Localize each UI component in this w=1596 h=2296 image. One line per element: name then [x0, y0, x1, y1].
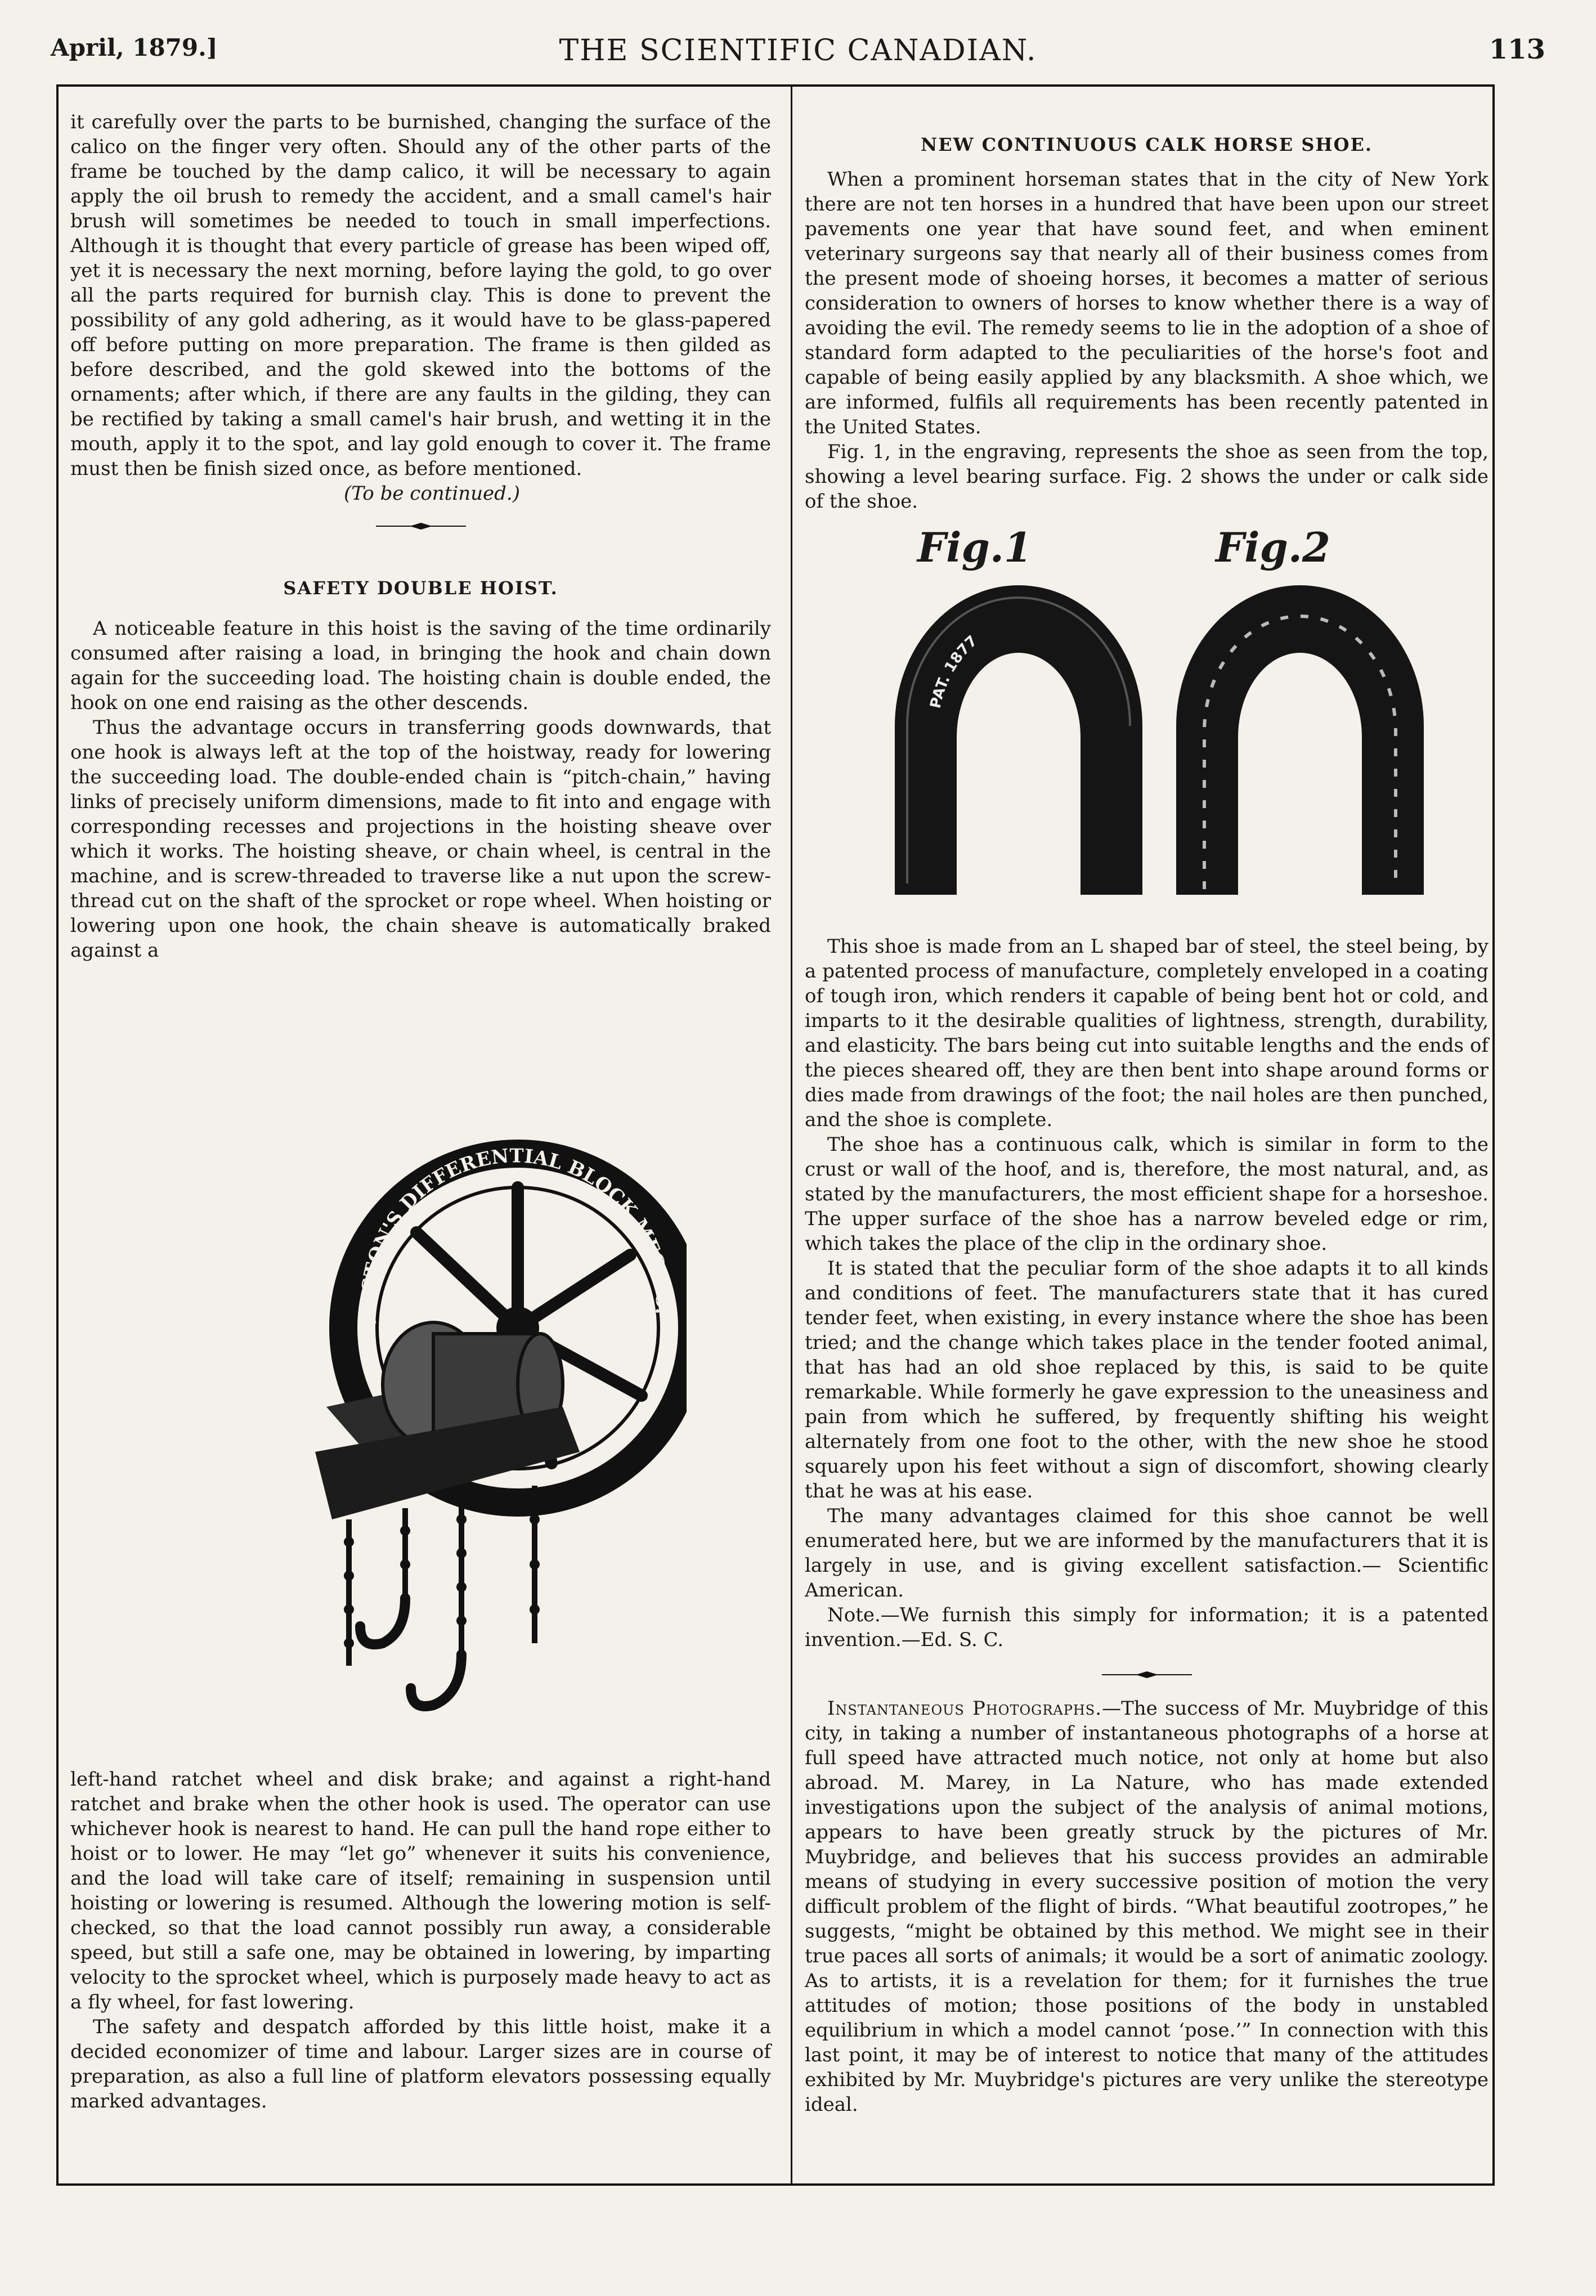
hoist-paragraph-2: Thus the advantage occurs in transferring goods downwards, that one hook is always left at the top of the hoistway, ready for lowering the succeeding load. The double-ended chain is “pitch-chain,” having links of precisely uniform dimensions, made to fit into and engage with corresponding recesses and projections in the hoisting sheave over which it works. The hoisting sheave, or chain wheel, is central in the machine, and is screw-threaded to traverse like a nut upon the screw-thread cut on the shaft of the sprocket or rope wheel. When hoisting or lowering upon one hook, the chain sheave is automatically braked against a: [70, 716, 771, 962]
top-rule: [56, 84, 1495, 87]
shoe-stamp: PAT. 1877: [927, 632, 981, 710]
photographs-lead: Instantaneous Photographs.: [827, 1697, 1102, 1720]
gilding-article-continuation: it carefully over the parts to be burnished, changing the surface of the calico on the finger very often. Should any of the other parts of the frame be touched by the damp calico, it will be necessary to again apply the oil brush to remedy the accident, and a small camel's hair brush will sometimes be needed to touch in small imperfections. Although it is thought that every particle of grease has been wiped off, yet it is necessary the next morning, before laying the gold, to go over all the parts required for burnish clay. This is done to prevent the possibility of any gold adhering, as it would have to be glass-papered off before putting on more preparation. The frame is then gilded as before described, and the gold skewed into the bottoms of the ornaments; after which, if there are any faults in the gilding, they can be rectified by taking a small camel's hair brush, and wetting it in the mouth, apply it to the spot, and lay gold enough to cover it. The frame must then be finish sized once, as before mentioned.: [70, 111, 771, 480]
left-column-bottom: [70, 1767, 771, 2114]
hoist-paragraph-4: The safety and despatch afforded by this little hoist, make it a decided economizer of time and labour. Larger sizes are in course of preparation, as also a full line of platform elevators possessing equally marked advantages.: [70, 2016, 771, 2113]
editor-note: Note.—We furnish this simply for information; it is a patented invention.—Ed. S. C.: [805, 1604, 1489, 1651]
horseshoe-paragraph-4: The shoe has a continuous calk, which is similar in form to the crust or wall of the hoof, and is, therefore, the most natural, and, as stated by the manufacturers, the most efficient shape for a horseshoe. The upper surface of the shoe has a narrow beveled edge or rim, which takes the place of the clip in the ordinary shoe.: [805, 1133, 1489, 1255]
right-column-top: [805, 132, 1489, 514]
horseshoe-paragraph-5: It is stated that the peculiar form of the shoe adapts it to all kinds and conditions of feet. The manufacturers state that it has cured tender feet, when existing, in every instance where the shoe has been tried; and the change which takes place in the tender footed animal, that has had an old shoe replaced by this, is said to be quite remarkable. While formerly he gave expression to the uneasiness and pain from which he suffered, by frequently shifting his weight alternately from one foot to the other, with the new shoe he stood squarely upon his feet without a sign of discomfort, showing clearly that he was at his ease.: [805, 1257, 1489, 1503]
left-rule: [56, 84, 59, 2186]
fig2-label: Fig.2: [1216, 523, 1330, 571]
page-header: [51, 34, 1545, 79]
left-column-top: [70, 110, 771, 963]
fig1-label: Fig.1: [917, 523, 1032, 571]
to-be-continued: (To be continued.): [344, 482, 520, 505]
column-divider: [791, 84, 792, 2186]
right-rule: [1492, 84, 1495, 2186]
photographs-text: —The success of Mr. Muybridge of this city, in taking a number of instantaneous photographs of a horse at full speed have attracted much notice, not only at home but also abroad. M. Marey, in La Nature, who has made extended investigations upon the subject of the analysis of animal motions, appears to have been greatly struck by the pictures of Mr. Muybridge, and believes that his success provides an admirable means of studying in every successive position of motion the very difficult problem of the flight of birds. “What beautiful zootropes,” he suggests, “might be obtained by this method. We might see in their true paces all sorts of animals; it would be a sort of animatic zoology. As to artists, it is a revelation for them; for it furnishes the true attitudes of motion; those positions of the body in unstabled equilibrium in which a model cannot ‘pose.’” In connection with this last point, it may be of interest to notice that many of the attitudes exhibited by Mr. Muybridge's pictures are very unlike the stereotype ideal.: [805, 1697, 1489, 2116]
photographs-paragraph: [805, 1696, 1489, 2117]
horseshoe-paragraph-2: Fig. 1, in the engraving, represents the shoe as seen from the top, showing a level bearing surface. Fig. 2 shows the under or calk side of the shoe.: [805, 441, 1489, 513]
horseshoe-paragraph-3: This shoe is made from an L shaped bar of steel, the steel being, by a patented process of manufacture, completely enveloped in a coating of tough iron, which renders it capable of being bent hot or cold, and imparts to it the desirable qualities of lightness, strength, durability, and elasticity. The bars being cut into suitable lengths and the ends of the pieces sheared off, they are then bent into shape around forms or dies made from drawings of the foot; the nail holes are then punched, and the shoe is complete.: [805, 935, 1489, 1131]
horseshoe-illustration: [855, 523, 1463, 917]
hoist-paragraph-1: A noticeable feature in this hoist is the saving of the time ordinarily consumed after raising a load, in bringing the hook and chain down again for the succeeding load. The hoisting chain is double ended, the hook on one end raising as the other descends.: [70, 617, 771, 714]
ornament-divider: [70, 512, 771, 536]
issue-date: April, 1879.]: [51, 34, 218, 61]
horseshoe-paragraph-6: The many advantages claimed for this shoe cannot be well enumerated here, but we are informed by the manufacturers that it is largely in use, and is giving excellent satisfaction.— Scientific American.: [805, 1505, 1489, 1602]
page-number: 113: [1489, 34, 1545, 65]
hoist-paragraph-3: left-hand ratchet wheel and disk brake; and against a right-hand ratchet and brake when the other hook is used. The operator can use whichever hook is nearest to hand. He can pull the hand rope either to hoist or to lower. He may “let go” whenever it suits his convenience, and the load will take care of itself; remaining in suspension until hoisting or lowering is resumed. Although the lowering motion is self-checked, so that the load cannot possibly run away, a considerable speed, but still a safe one, may be obtained in lowering, by imparting velocity to the sprocket wheel, which is purposely made heavy to act as a fly wheel, for fast lowering.: [70, 1768, 771, 2014]
hoist-illustration: [315, 1092, 687, 1767]
ornament-divider-2: [805, 1660, 1489, 1685]
horseshoe-paragraph-1: When a prominent horseman states that in the city of New York there are not ten horses in a hundred that have been upon our street pavements one year that have sound feet, and when eminent veterinary surgeons say that nearly all of their business comes from the present mode of shoeing horses, it becomes a matter of serious consideration to owners of horses to know whether there is a way of avoiding the evil. The remedy seems to lie in the adoption of a shoe of standard form adapted to the peculiarities of the horse's foot and capable of being easily applied by any blacksmith. A shoe which, we are informed, fulfils all requirements has been recently patented in the United States.: [805, 168, 1489, 438]
hoist-heading: SAFETY DOUBLE HOIST.: [283, 577, 558, 599]
bottom-rule: [56, 2183, 1495, 2186]
publication-title: THE SCIENTIFIC CANADIAN.: [559, 34, 1037, 68]
wheel-lettering: WESTON'S DIFFERENTIAL BLOCK MFG CO.: [357, 1145, 674, 1330]
horseshoe-heading: NEW CONTINUOUS CALK HORSE SHOE.: [920, 134, 1373, 155]
right-column-bottom: [805, 934, 1489, 2117]
